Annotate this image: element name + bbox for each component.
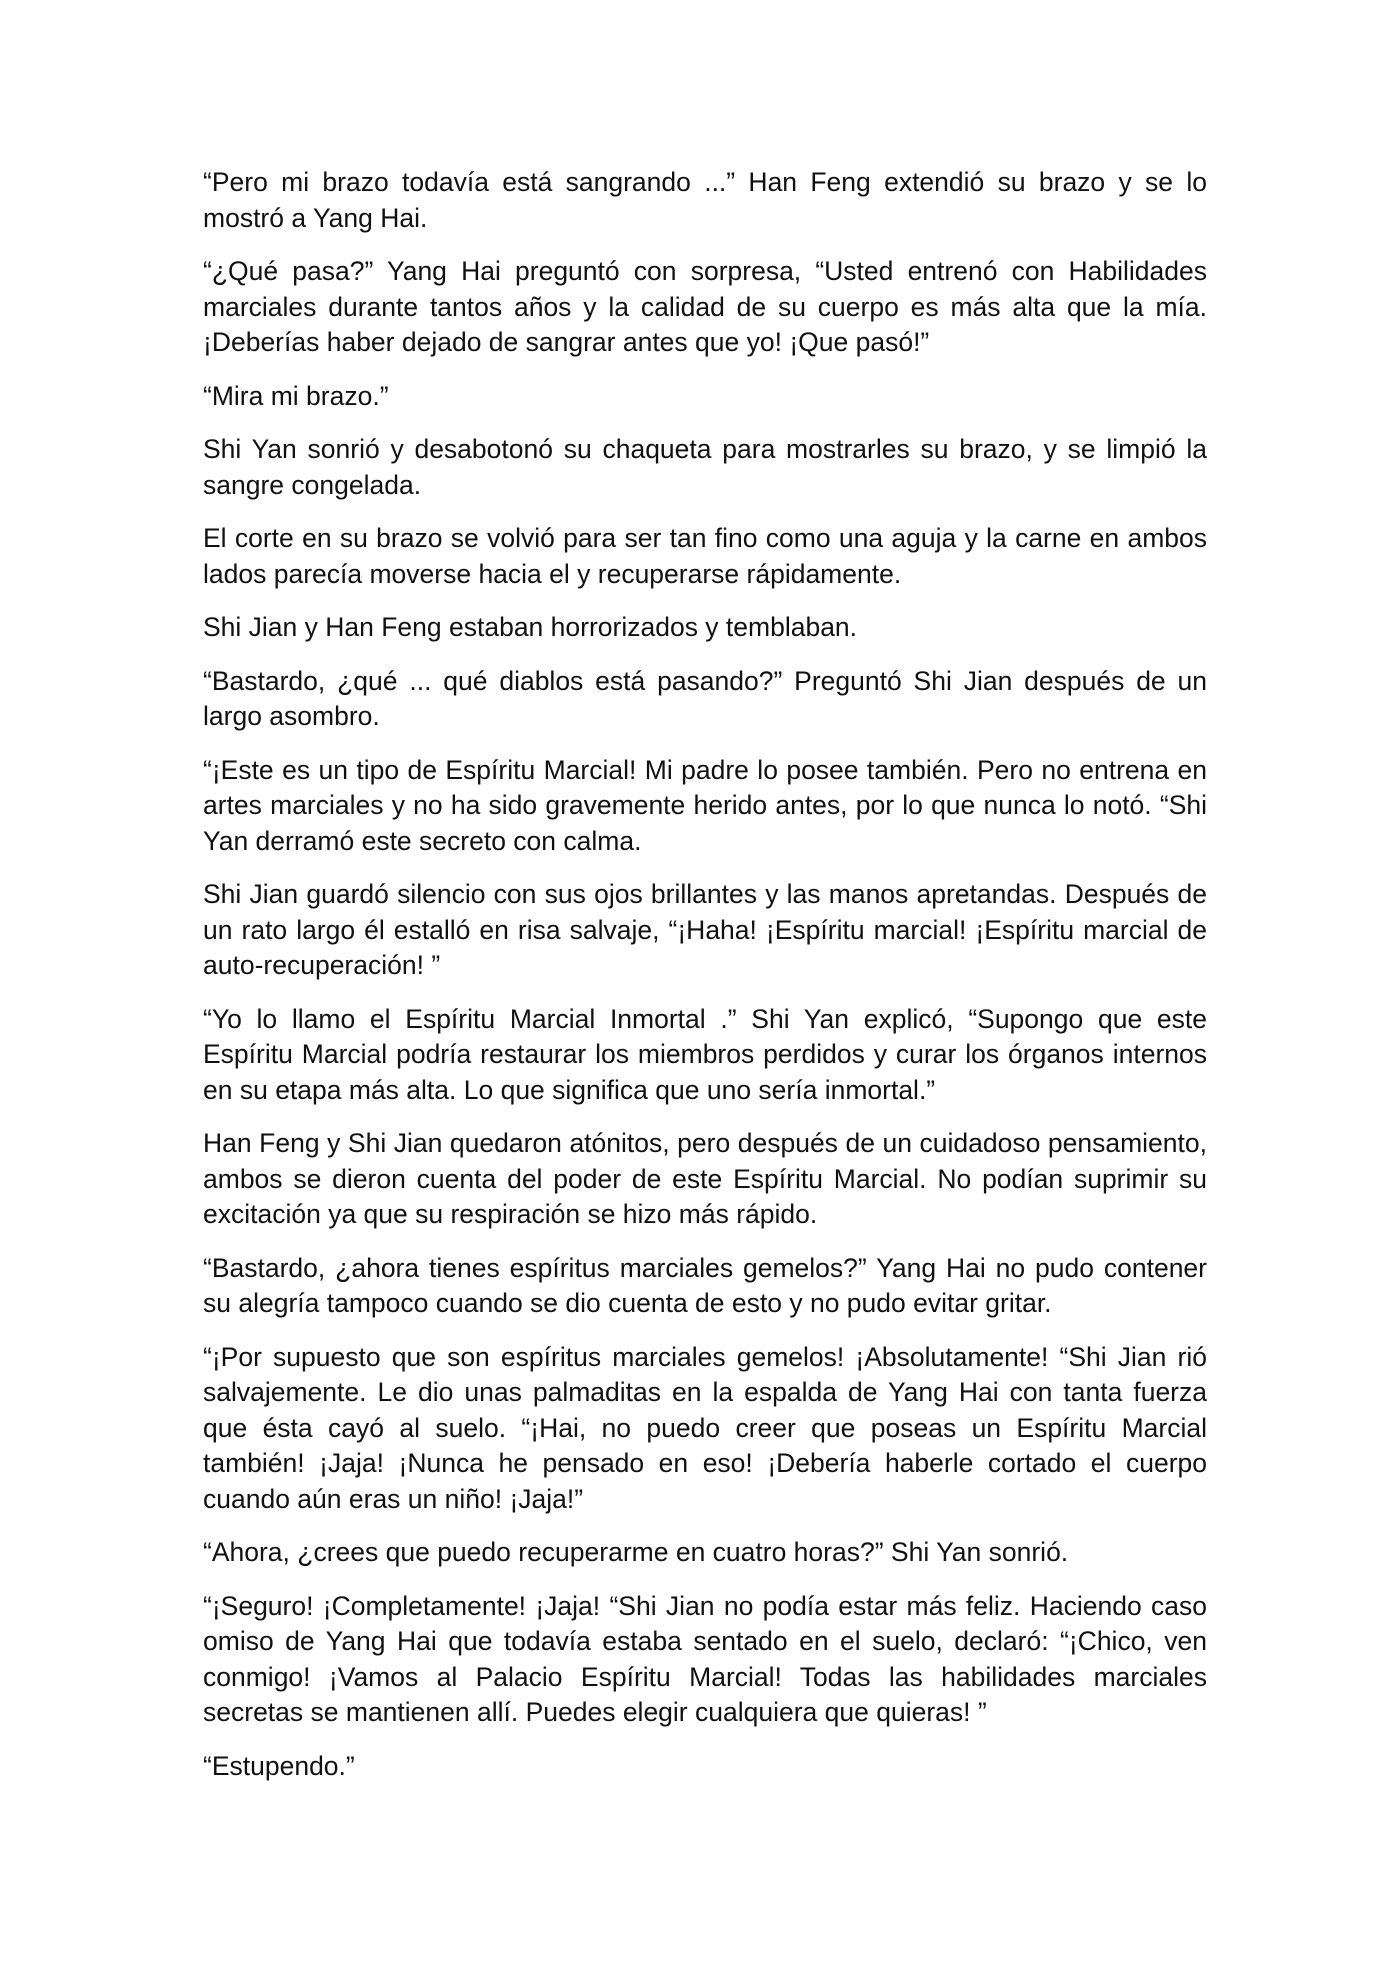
paragraph-6: Shi Jian y Han Feng estaban horrorizados y temblaban. xyxy=(203,612,858,642)
paragraph-10: “Yo lo llamo el Espíritu Marcial Inmortal .” Shi Yan explicó, “Supongo que este Espíritu Marcial podría restaurar los miembros perdidos y curar los órganos internos en su etapa más alta. Lo que significa que uno sería inmortal.” xyxy=(203,1003,1207,1105)
paragraph-14: “Ahora, ¿crees que puedo recuperarme en cuatro horas?” Shi Yan sonrió. xyxy=(203,1537,1069,1567)
paragraph-4: Shi Yan sonrió y desabotonó su chaqueta para mostrarles su brazo, y se limpió la sangre congelada. xyxy=(203,434,1207,500)
paragraph-13: “¡Por supuesto que son espíritus marciales gemelos! ¡Absolutamente! “Shi Jian rió salvajemente. Le dio unas palmaditas en la espalda de Yang Hai con tanta fuerza que ésta cayó al suelo. “¡Hai, no puedo creer que poseas un Espíritu Marcial también! ¡Jaja! ¡Nunca he pensado en eso! ¡Debería haberle cortado el cuerpo cuando aún eras un niño! ¡Jaja!” xyxy=(203,1341,1207,1514)
paragraph-1: “Pero mi brazo todavía está sangrando ...” Han Feng extendió su brazo y se lo mostró a Yang Hai. xyxy=(203,167,1207,233)
paragraph-3: “Mira mi brazo.” xyxy=(203,380,389,411)
paragraph-15: “¡Seguro! ¡Completamente! ¡Jaja! “Shi Jian no podía estar más feliz. Haciendo caso omiso de Yang Hai que todavía estaba sentado en el suelo, declaró: “¡Chico, ven conmigo! ¡Vamos al Palacio Espíritu Marcial! Todas las habilidades marciales secretas se mantienen allí. Puedes elegir cualquiera que quieras! ” xyxy=(203,1590,1207,1727)
paragraph-9: Shi Jian guardó silencio con sus ojos brillantes y las manos apretandas. Después de un rato largo él estalló en risa salvaje, “¡Haha! ¡Espíritu marcial! ¡Espíritu marcial de auto-recuperación! ” xyxy=(203,879,1207,980)
paragraph-12: “Bastardo, ¿ahora tienes espíritus marciales gemelos?” Yang Hai no pudo contener su alegría tampoco cuando se dio cuenta de esto y no pudo evitar gritar. xyxy=(203,1252,1207,1318)
paragraph-5: El corte en su brazo se volvió para ser tan fino como una aguja y la carne en ambos lados parecía moverse hacia el y recuperarse rápidamente. xyxy=(203,523,1207,589)
paragraph-2: “¿Qué pasa?” Yang Hai preguntó con sorpresa, “Usted entrenó con Habilidades marciales durante tantos años y la calidad de su cuerpo es más alta que la mía. ¡Deberías haber dejado de sangrar antes que yo! ¡Que pasó!” xyxy=(203,256,1207,357)
paragraph-16: “Estupendo.” xyxy=(203,1750,355,1781)
paragraph-7: “Bastardo, ¿qué ... qué diablos está pasando?” Preguntó Shi Jian después de un largo asombro. xyxy=(203,665,1207,731)
paragraph-8: “¡Este es un tipo de Espíritu Marcial! Mi padre lo posee también. Pero no entrena en artes marciales y no ha sido gravemente herido antes, por lo que nunca lo notó. “Shi Yan derramó este secreto con calma. xyxy=(203,754,1207,856)
paragraph-11: Han Feng y Shi Jian quedaron atónitos, pero después de un cuidadoso pensamiento, ambos se dieron cuenta del poder de este Espíritu Marcial. No podían suprimir su excitación ya que su respiración se hizo más rápido. xyxy=(203,1128,1207,1229)
document-body xyxy=(203,165,1207,1802)
